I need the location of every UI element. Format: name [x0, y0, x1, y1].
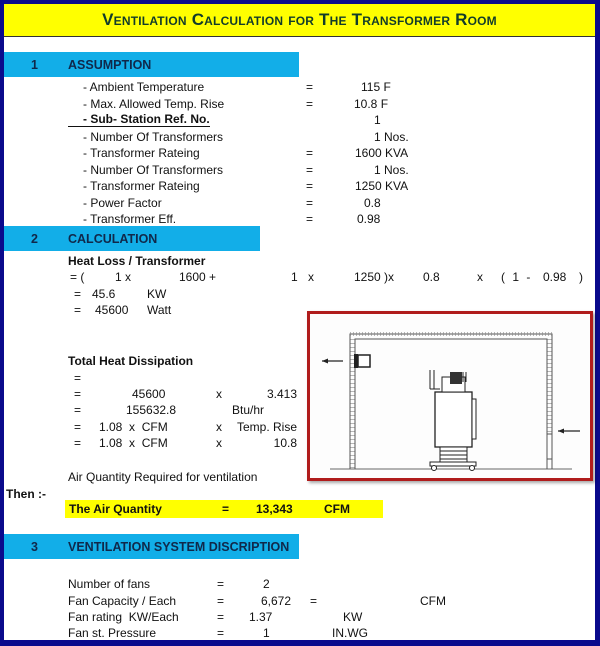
total-eq: = [74, 403, 82, 417]
assumption-label: - Power Factor [83, 196, 162, 210]
total-eq: = [74, 371, 82, 385]
section-number: 3 [31, 540, 38, 554]
assumption-label: - Number Of Transformers [83, 130, 224, 144]
vent-eq: = [217, 626, 225, 640]
formula-n1: 1 x [115, 270, 132, 284]
watt-eq: = [74, 303, 82, 317]
assumption-value: 0.98 [357, 212, 381, 226]
vent-eq: = [217, 577, 225, 591]
total-b: Temp. Rise [236, 420, 297, 434]
vent-label: Fan st. Pressure [68, 626, 157, 640]
assumption-eq: = [306, 163, 314, 177]
formula-open: = ( [70, 270, 85, 284]
air-quantity-value: 13,343 [256, 502, 293, 516]
air-required-label: Air Quantity Required for ventilation [68, 470, 258, 484]
formula-r2: 1250 )x [354, 270, 395, 284]
assumption-value: 0.8 [364, 196, 381, 210]
assumption-value: 10.8 F [354, 97, 389, 111]
vent-value: 1.37 [249, 610, 273, 624]
formula-eff: 0.98 [543, 270, 567, 284]
assumption-value: 1600 KVA [355, 146, 409, 160]
section-label: ASSUMPTION [68, 58, 152, 72]
air-quantity-eq: = [222, 502, 230, 516]
assumption-label: - Transformer Rateing [83, 179, 200, 193]
total-a: 1.08 x CFM [99, 420, 168, 434]
assumption-value: 1 [374, 113, 381, 127]
transformer-icon [430, 370, 476, 471]
total-a: 1.08 x CFM [99, 436, 168, 450]
assumption-label: - Max. Allowed Temp. Rise [83, 97, 225, 111]
title-bar [4, 4, 595, 37]
total-op: x [216, 387, 222, 401]
formula-paren: ( 1 - [501, 270, 531, 284]
assumption-value: 1250 KVA [355, 179, 409, 193]
air-quantity-unit: CFM [324, 502, 350, 516]
assumption-label: - Number Of Transformers [83, 163, 224, 177]
assumption-value: 1 Nos. [374, 163, 409, 177]
assumption-eq: = [306, 196, 314, 210]
room-section-drawing [310, 314, 590, 478]
kw-eq: = [74, 287, 82, 301]
heat-loss-title: Heat Loss / Transformer [68, 254, 206, 268]
page-title: Ventilation Calculation for The Transformer Room [102, 10, 497, 29]
section-number: 2 [31, 232, 38, 246]
transformer-room-diagram [307, 311, 593, 481]
total-b: Btu/hr [232, 403, 265, 417]
watt-unit: Watt [147, 303, 172, 317]
vent-eq: = [217, 594, 225, 608]
vent-unit: CFM [420, 594, 446, 608]
total-eq: = [74, 387, 82, 401]
total-b: 10.8 [273, 436, 297, 450]
vent-value: 2 [263, 577, 270, 591]
worksheet [4, 4, 595, 640]
vent-unit: IN.WG [332, 626, 368, 640]
formula-x3: x [477, 270, 483, 284]
vent-unit: KW [343, 610, 363, 624]
assumption-eq: = [306, 97, 314, 111]
assumption-label: - Transformer Rateing [83, 146, 200, 160]
formula-close: ) [579, 270, 583, 284]
assumption-eq: = [306, 146, 314, 160]
vent-extra: = [310, 594, 318, 608]
formula-x2: x [308, 270, 314, 284]
section-header-ventilation [4, 534, 299, 559]
section-header-calculation [4, 226, 260, 251]
section-label: CALCULATION [68, 232, 158, 246]
total-eq: = [74, 436, 82, 450]
formula-r1: 1600 + [179, 270, 217, 284]
total-op: x [216, 420, 222, 434]
heat-loss-watt: 45600 [95, 303, 129, 317]
assumption-eq: = [306, 179, 314, 193]
total-a: 45600 [132, 387, 166, 401]
formula-n2: 1 [291, 270, 298, 284]
air-quantity-label: The Air Quantity [69, 502, 162, 516]
section-number: 1 [31, 58, 38, 72]
section-header-assumption [4, 52, 299, 77]
vent-value: 1 [263, 626, 270, 640]
total-eq: = [74, 420, 82, 434]
assumption-eq: = [306, 80, 314, 94]
total-op: x [216, 436, 222, 450]
assumption-value: 1 Nos. [374, 130, 409, 144]
total-a: 155632.8 [126, 403, 177, 417]
assumption-label: - Ambient Temperature [83, 80, 205, 94]
formula-pf: 0.8 [423, 270, 440, 284]
vent-eq: = [217, 610, 225, 624]
vent-value: 6,672 [261, 594, 292, 608]
kw-unit: KW [147, 287, 167, 301]
vent-label: Fan Capacity / Each [68, 594, 177, 608]
assumption-value: 115 F [361, 80, 391, 94]
then-label: Then :- [6, 487, 46, 501]
assumption-label: - Transformer Eff. [83, 212, 177, 226]
vent-label: Number of fans [68, 577, 151, 591]
substation-ref-label: - Sub- Station Ref. No. [68, 113, 210, 127]
assumption-eq: = [306, 212, 314, 226]
section-label: VENTILATION SYSTEM DISCRIPTION [68, 540, 290, 554]
vent-label: Fan rating KW/Each [68, 610, 179, 624]
total-heat-title: Total Heat Dissipation [68, 354, 194, 368]
heat-loss-kw: 45.6 [92, 287, 116, 301]
total-b: 3.413 [266, 387, 297, 401]
